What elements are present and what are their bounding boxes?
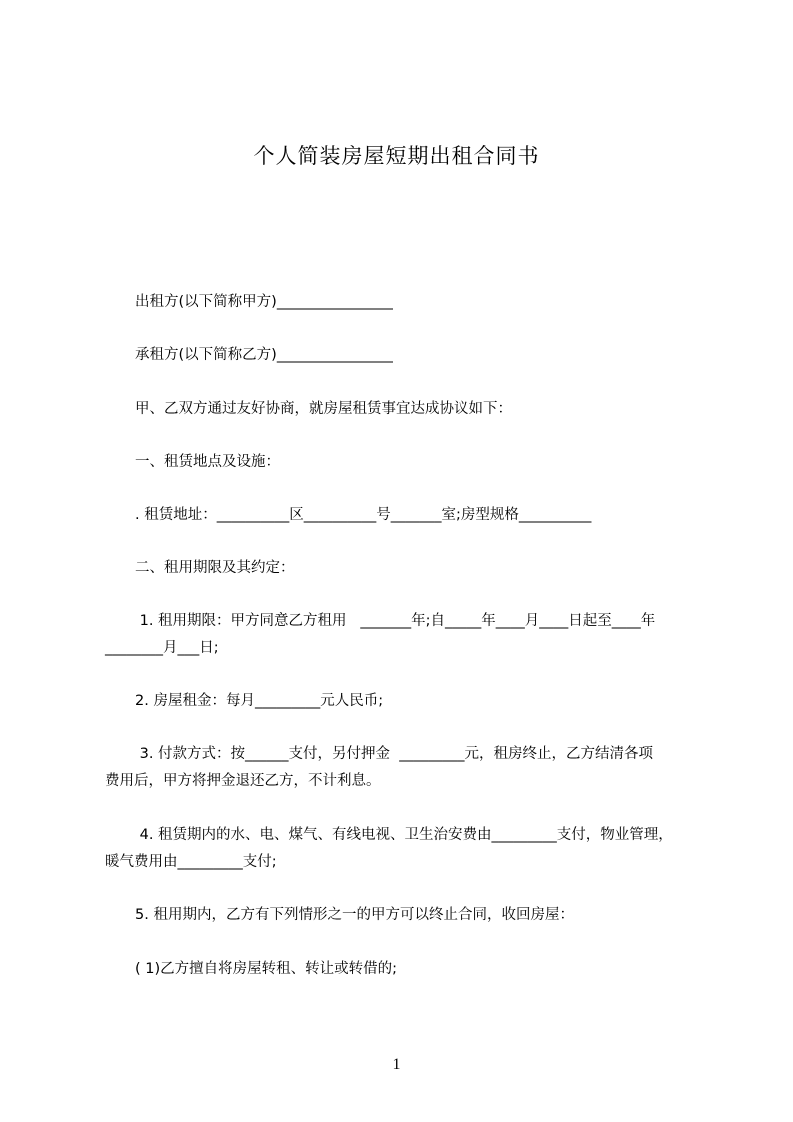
section-2-heading: 二、租用期限及其约定： — [135, 560, 295, 576]
intro-paragraph: 甲、乙双方通过友好协商，就房屋租赁事宜达成协议如下： — [135, 401, 512, 417]
term-clause-line-1: 1. 租用期限：甲方同意乙方租用 _______年;自_____年____月____日起至____年 — [135, 613, 656, 629]
term-clause-line-2: ________月___日; — [105, 640, 219, 656]
lessee-line: 承租方(以下简称乙方)________________ — [135, 347, 393, 363]
termination-clause: 5. 租用期内，乙方有下列情形之一的甲方可以终止合同，收回房屋： — [135, 907, 574, 923]
fees-clause-line-1: 4. 租赁期内的水、电、煤气、有线电视、卫生治安费由_________支付，物业管理， — [135, 827, 673, 843]
section-1-heading: 一、租赁地点及设施： — [135, 454, 280, 470]
document-title: 个人简装房屋短期出租合同书 — [253, 144, 540, 168]
page-number: 1 — [392, 1056, 401, 1073]
termination-item-1: ( 1)乙方擅自将房屋转租、转让或转借的; — [135, 961, 398, 977]
payment-clause-line-2: 费用后，甲方将押金退还乙方，不计利息。 — [105, 773, 381, 789]
lessor-line: 出租方(以下简称甲方)________________ — [135, 294, 393, 310]
rent-clause: 2. 房屋租金：每月_________元人民币; — [135, 693, 384, 709]
payment-clause-line-1: 3. 付款方式：按______支付，另付押金 _________元，租房终止，乙方结清各项 — [135, 746, 654, 762]
address-line: . 租赁地址：__________区__________号_______室;房型规格__________ — [135, 507, 592, 523]
fees-clause-line-2: 暖气费用由_________支付; — [105, 854, 277, 870]
